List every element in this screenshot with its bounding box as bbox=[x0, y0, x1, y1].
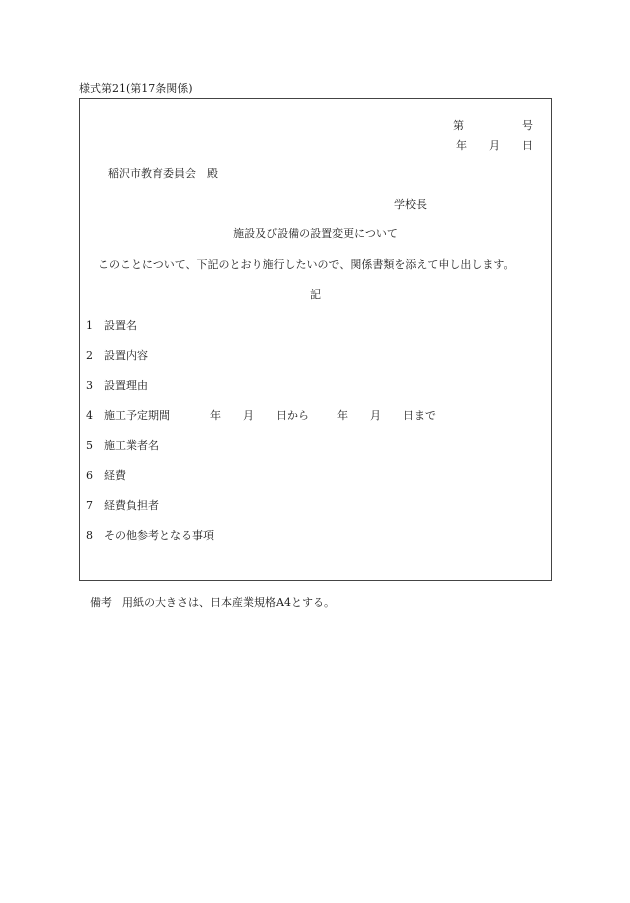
remark-text: 用紙の大きさは、日本産業規格A4とする。 bbox=[122, 596, 335, 609]
item-installation-name bbox=[86, 317, 137, 333]
remark-note bbox=[90, 594, 335, 610]
item-label: 施工予定期間 bbox=[104, 409, 170, 422]
document-number-line bbox=[453, 117, 533, 133]
item-label: 経費負担者 bbox=[104, 499, 159, 512]
item-number: 6 bbox=[86, 469, 93, 482]
item-contractor-name bbox=[86, 437, 159, 453]
item-label: 施工業者名 bbox=[104, 439, 159, 452]
principal-title: 学校長 bbox=[394, 198, 427, 211]
item-expense-bearer bbox=[86, 497, 159, 513]
number-prefix: 第 bbox=[453, 119, 464, 132]
addressee: 稲沢市教育委員会 殿 bbox=[108, 167, 218, 180]
form-reference: 様式第21(第17条関係) bbox=[79, 82, 193, 95]
item-label: 設置名 bbox=[104, 319, 137, 332]
item-installation-reason bbox=[86, 377, 148, 393]
item-number: 5 bbox=[86, 439, 93, 452]
number-suffix: 号 bbox=[522, 119, 533, 132]
period-end-month: 月 bbox=[370, 409, 381, 422]
item-construction-period bbox=[86, 407, 436, 423]
period-start-year: 年 bbox=[210, 409, 221, 422]
item-label: その他参考となる事項 bbox=[104, 529, 214, 542]
item-number: 7 bbox=[86, 499, 93, 512]
item-number: 3 bbox=[86, 379, 93, 392]
item-other-reference bbox=[86, 527, 214, 543]
item-expenses bbox=[86, 467, 126, 483]
subject-line: 施設及び設備の設置変更について bbox=[233, 227, 398, 240]
item-label: 設置理由 bbox=[104, 379, 148, 392]
item-number: 2 bbox=[86, 349, 93, 362]
date-day: 日 bbox=[522, 139, 533, 152]
date-month: 月 bbox=[489, 139, 500, 152]
period-end-year: 年 bbox=[337, 409, 348, 422]
item-number: 4 bbox=[86, 409, 93, 422]
body-text: このことについて、下記のとおり施行したいので、関係書類を添えて申し出します。 bbox=[98, 258, 515, 271]
period-start-day: 日から bbox=[276, 409, 309, 422]
form-frame bbox=[79, 98, 552, 581]
ki-heading: 記 bbox=[310, 288, 321, 301]
item-label: 経費 bbox=[104, 469, 126, 482]
period-end-day: 日まで bbox=[403, 409, 436, 422]
remark-label: 備考 bbox=[90, 596, 112, 609]
item-number: 8 bbox=[86, 529, 93, 542]
period-start-month: 月 bbox=[243, 409, 254, 422]
item-label: 設置内容 bbox=[104, 349, 148, 362]
document-date-line bbox=[456, 137, 533, 153]
item-number: 1 bbox=[86, 319, 93, 332]
date-year: 年 bbox=[456, 139, 467, 152]
item-installation-content bbox=[86, 347, 148, 363]
